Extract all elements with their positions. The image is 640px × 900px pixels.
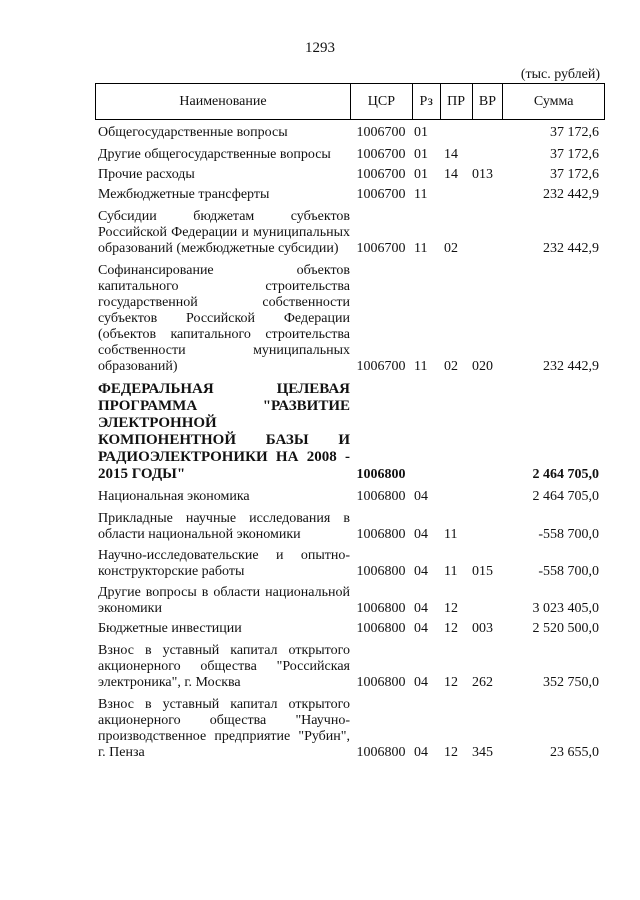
row-name: Субсидии бюджетам субъектов Российской Федерации и муниципальных образований (межбюджетные субсидии): [98, 209, 350, 256]
row-vr: 003: [472, 621, 493, 636]
row-csr: 1006700: [356, 167, 406, 182]
row-sum: 232 442,9: [543, 241, 599, 256]
row-csr: 1006800: [356, 527, 406, 542]
row-csr: 1006700: [356, 125, 406, 140]
table-row: [95, 263, 605, 375]
row-sum: 2 520 500,0: [532, 621, 599, 636]
row-name: Прочие расходы: [98, 167, 195, 182]
row-name: Взнос в уставный капитал открытого акционерного общества "Научно-производственное предприятие "Рубин", г. Пенза: [98, 697, 350, 760]
header-rz: Рз: [412, 84, 440, 119]
row-pr: 12: [444, 675, 458, 690]
row-rz: 04: [414, 621, 428, 636]
row-name: Национальная экономика: [98, 489, 250, 504]
row-csr: 1006800: [356, 489, 406, 504]
row-vr: 020: [472, 359, 493, 374]
table-header: [95, 83, 605, 120]
row-name: Межбюджетные трансферты: [98, 187, 270, 202]
row-csr: 1006800: [356, 467, 406, 482]
header-csr: ЦСР: [350, 84, 412, 119]
header-pr: ПР: [440, 84, 472, 119]
row-rz: 04: [414, 564, 428, 579]
row-rz: 04: [414, 527, 428, 542]
table-row: [95, 381, 605, 483]
table-row: [95, 209, 605, 257]
row-sum: 2 464 705,0: [532, 489, 599, 504]
row-rz: 04: [414, 489, 428, 504]
header-vr: ВР: [472, 84, 503, 119]
row-rz: 04: [414, 745, 428, 760]
row-rz: 01: [414, 167, 428, 182]
units-label: (тыс. рублей): [520, 67, 600, 82]
table-row: [95, 643, 605, 691]
row-sum: 23 655,0: [550, 745, 599, 760]
row-csr: 1006700: [356, 359, 406, 374]
row-rz: 04: [414, 601, 428, 616]
row-pr: 14: [444, 147, 458, 162]
row-rz: 01: [414, 147, 428, 162]
row-sum: 37 172,6: [550, 125, 599, 140]
table-row: [95, 147, 605, 163]
row-sum: 2 464 705,0: [532, 467, 599, 482]
row-csr: 1006800: [356, 564, 406, 579]
row-sum: 232 442,9: [543, 359, 599, 374]
row-rz: 11: [414, 359, 428, 374]
row-pr: 12: [444, 601, 458, 616]
row-csr: 1006800: [356, 675, 406, 690]
table-row: [95, 585, 605, 617]
row-pr: 12: [444, 621, 458, 636]
row-name: Научно-исследовательские и опытно-конструкторские работы: [98, 548, 350, 579]
row-sum: -558 700,0: [538, 564, 599, 579]
table-row: [95, 167, 605, 183]
row-rz: 01: [414, 125, 428, 140]
table-row: [95, 489, 605, 505]
row-csr: 1006700: [356, 187, 406, 202]
row-pr: 02: [444, 241, 458, 256]
row-vr: 015: [472, 564, 493, 579]
row-vr: 345: [472, 745, 493, 760]
header-sum: Сумма: [502, 84, 604, 119]
row-rz: 11: [414, 241, 428, 256]
page-number: 1293: [305, 40, 335, 56]
table-row: [95, 125, 605, 141]
row-rz: 11: [414, 187, 428, 202]
row-name: Прикладные научные исследования в области национальной экономики: [98, 511, 350, 542]
row-name: Другие общегосударственные вопросы: [98, 147, 331, 162]
budget-table: [95, 83, 605, 761]
row-name: Софинансирование объектов капитального строительства государственной собственности субъектов Российской Федерации (объектов капитального строительства собственности муниципальных образований): [98, 263, 350, 374]
row-csr: 1006700: [356, 147, 406, 162]
row-csr: 1006800: [356, 745, 406, 760]
row-pr: 11: [444, 527, 458, 542]
row-vr: 262: [472, 675, 493, 690]
table-row: [95, 548, 605, 580]
row-csr: 1006700: [356, 241, 406, 256]
row-vr: 013: [472, 167, 493, 182]
row-csr: 1006800: [356, 601, 406, 616]
table-row: [95, 187, 605, 203]
row-name: ФЕДЕРАЛЬНАЯ ЦЕЛЕВАЯ ПРОГРАММА "РАЗВИТИЕ ЭЛЕКТРОННОЙ КОМПОНЕНТНОЙ БАЗЫ И РАДИОЭЛЕКТРОНИКИ НА 2008 - 2015 ГОДЫ": [98, 381, 350, 482]
table-row: [95, 697, 605, 761]
row-sum: -558 700,0: [538, 527, 599, 542]
row-pr: 12: [444, 745, 458, 760]
row-sum: 3 023 405,0: [532, 601, 599, 616]
row-name: Общегосударственные вопросы: [98, 125, 288, 140]
row-pr: 11: [444, 564, 458, 579]
row-sum: 232 442,9: [543, 187, 599, 202]
row-csr: 1006800: [356, 621, 406, 636]
row-sum: 37 172,6: [550, 167, 599, 182]
row-name: Взнос в уставный капитал открытого акционерного общества "Российская электроника", г. Москва: [98, 643, 350, 690]
row-rz: 04: [414, 675, 428, 690]
row-pr: 14: [444, 167, 458, 182]
table-row: [95, 511, 605, 543]
table-row: [95, 621, 605, 637]
header-name: Наименование: [179, 93, 267, 109]
table-body: [95, 125, 605, 761]
row-name: Другие вопросы в области национальной экономики: [98, 585, 350, 616]
row-name: Бюджетные инвестиции: [98, 621, 242, 636]
row-pr: 02: [444, 359, 458, 374]
row-sum: 37 172,6: [550, 147, 599, 162]
row-sum: 352 750,0: [543, 675, 599, 690]
